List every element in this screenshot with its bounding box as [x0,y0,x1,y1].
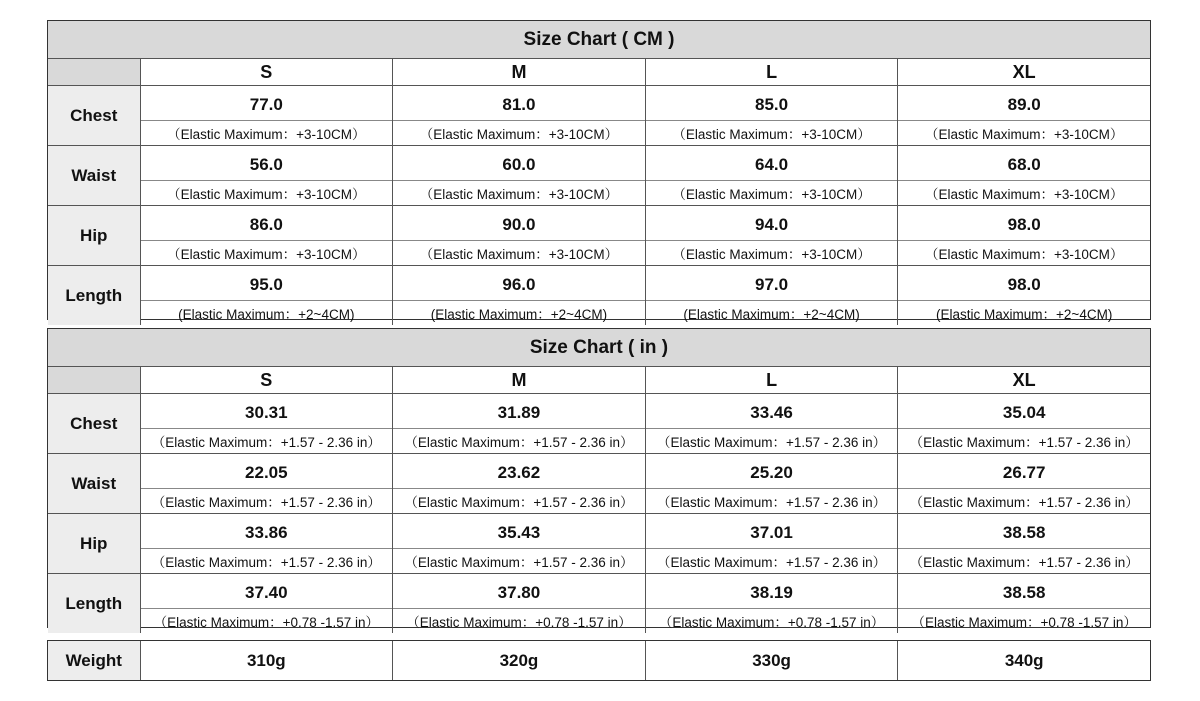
measurement-value: 23.62 [393,454,645,489]
measurement-value: 38.58 [898,514,1150,549]
measurement-value: 64.0 [646,146,898,181]
measurement-cell [646,266,899,325]
measurement-value: 22.05 [141,454,393,489]
elastic-note: (Elastic Maximum：+2~4CM) [178,307,355,322]
measurement-row-chest [48,86,1150,146]
elastic-note: （Elastic Maximum：+1.57 - 2.36 in） [909,495,1139,510]
measurement-row-length [48,266,1150,325]
elastic-note: （Elastic Maximum：+0.78 -1.57 in） [911,615,1137,630]
elastic-note: （Elastic Maximum：+1.57 - 2.36 in） [151,435,381,450]
elastic-note: （Elastic Maximum：+1.57 - 2.36 in） [656,435,887,450]
elastic-note: （Elastic Maximum：+1.57 - 2.36 in） [656,555,887,570]
measurement-value: 25.20 [646,454,898,489]
elastic-note: （Elastic Maximum：+0.78 -1.57 in） [658,615,885,630]
weight-label: Weight [48,641,141,680]
measurement-value: 56.0 [141,146,393,181]
measurement-value: 37.40 [141,574,393,609]
weight-value: 340g [1004,650,1044,670]
measurement-cell [646,146,899,205]
measurement-value: 89.0 [898,86,1150,121]
measurement-cell [646,394,899,453]
measurement-cell [393,266,646,325]
measurement-cell [898,454,1150,513]
weight-value: 310g [141,641,394,680]
measurement-value: 85.0 [646,86,898,121]
elastic-note: （Elastic Maximum：+1.57 - 2.36 in） [151,555,381,570]
weight-table [47,640,1151,681]
size-header-s: S [141,59,394,85]
elastic-note: （Elastic Maximum：+3-10CM） [167,127,366,142]
elastic-note: （Elastic Maximum：+3-10CM） [672,187,871,202]
measurement-cell [898,394,1150,453]
measurement-cell [141,514,394,573]
measurement-label: Waist [48,454,141,513]
measurement-value: 33.86 [141,514,393,549]
measurement-value: 98.0 [898,266,1150,301]
weight-value: 320g [393,641,646,680]
measurement-label: Chest [48,394,141,453]
measurement-value: 38.58 [898,574,1150,609]
measurement-label: Hip [48,514,141,573]
table-title: Size Chart ( in ) [48,329,1150,367]
measurement-value: 35.43 [393,514,645,549]
size-header-xl: XL [1012,369,1036,390]
header-corner [48,367,141,393]
measurement-cell [393,514,646,573]
measurement-cell [141,86,394,145]
measurement-cell [393,574,646,633]
measurement-label: Waist [48,146,141,205]
measurement-row-hip [48,206,1150,266]
size-chart-cm-table [47,20,1151,320]
size-header-xl: XL [1012,61,1036,82]
measurement-cell [393,86,646,145]
measurement-value: 90.0 [393,206,645,241]
measurement-cell [141,266,394,325]
measurement-cell [646,86,899,145]
elastic-note: （Elastic Maximum：+3-10CM） [167,247,366,262]
elastic-note: （Elastic Maximum：+3-10CM） [419,247,619,262]
elastic-note: （Elastic Maximum：+0.78 -1.57 in） [153,615,380,630]
measurement-cell [646,454,899,513]
elastic-note: （Elastic Maximum：+1.57 - 2.36 in） [656,495,887,510]
elastic-note: （Elastic Maximum：+3-10CM） [419,187,619,202]
measurement-cell [898,574,1150,633]
elastic-note: （Elastic Maximum：+0.78 -1.57 in） [406,615,632,630]
measurement-row-length [48,574,1150,633]
size-header-row [48,367,1150,394]
measurement-cell [646,206,899,265]
measurement-cell [898,146,1150,205]
measurement-value: 96.0 [393,266,645,301]
size-header-m: M [393,367,646,393]
measurement-row-waist [48,146,1150,206]
measurement-value: 95.0 [141,266,393,301]
measurement-value: 81.0 [393,86,645,121]
measurement-value: 86.0 [141,206,393,241]
elastic-note: （Elastic Maximum：+3-10CM） [672,127,871,142]
measurement-row-chest [48,394,1150,454]
elastic-note: （Elastic Maximum：+3-10CM） [167,187,366,202]
measurement-cell [898,86,1150,145]
measurement-value: 33.46 [646,394,898,429]
table-title: Size Chart ( CM ) [48,21,1150,59]
elastic-note: （Elastic Maximum：+1.57 - 2.36 in） [404,555,634,570]
elastic-note: （Elastic Maximum：+1.57 - 2.36 in） [151,495,381,510]
measurement-value: 68.0 [898,146,1150,181]
measurement-value: 97.0 [646,266,898,301]
elastic-note: (Elastic Maximum：+2~4CM) [683,307,860,322]
elastic-note: （Elastic Maximum：+3-10CM） [672,247,871,262]
measurement-cell [646,514,899,573]
elastic-note: （Elastic Maximum：+1.57 - 2.36 in） [404,435,634,450]
measurement-value: 38.19 [646,574,898,609]
header-corner [48,59,141,85]
measurement-cell [898,514,1150,573]
measurement-value: 60.0 [393,146,645,181]
elastic-note: (Elastic Maximum：+2~4CM) [430,307,608,322]
measurement-label: Length [48,266,141,325]
measurement-label: Chest [48,86,141,145]
measurement-row-hip [48,514,1150,574]
measurement-label: Hip [48,206,141,265]
measurement-row-waist [48,454,1150,514]
elastic-note: （Elastic Maximum：+3-10CM） [924,187,1124,202]
measurement-cell [141,394,394,453]
elastic-note: （Elastic Maximum：+3-10CM） [419,127,619,142]
elastic-note: （Elastic Maximum：+1.57 - 2.36 in） [404,495,634,510]
size-chart-in-table [47,328,1151,628]
measurement-cell [898,266,1150,325]
measurement-label: Length [48,574,141,633]
measurement-cell [141,454,394,513]
measurement-cell [393,454,646,513]
measurement-value: 37.01 [646,514,898,549]
size-header-m: M [393,59,646,85]
measurement-cell [141,206,394,265]
measurement-cell [141,574,394,633]
size-header-l: L [646,367,899,393]
size-header-l: L [646,59,899,85]
elastic-note: （Elastic Maximum：+1.57 - 2.36 in） [909,435,1139,450]
measurement-cell [393,146,646,205]
size-header-s: S [141,367,394,393]
measurement-value: 77.0 [141,86,393,121]
elastic-note: （Elastic Maximum：+1.57 - 2.36 in） [909,555,1139,570]
measurement-value: 31.89 [393,394,645,429]
measurement-cell [646,574,899,633]
elastic-note: （Elastic Maximum：+3-10CM） [924,247,1124,262]
weight-value: 330g [646,641,899,680]
measurement-cell [393,394,646,453]
measurement-cell [141,146,394,205]
measurement-value: 37.80 [393,574,645,609]
measurement-value: 94.0 [646,206,898,241]
measurement-value: 35.04 [898,394,1150,429]
measurement-value: 26.77 [898,454,1150,489]
size-header-row [48,59,1150,86]
elastic-note: （Elastic Maximum：+3-10CM） [924,127,1124,142]
measurement-value: 98.0 [898,206,1150,241]
measurement-cell [393,206,646,265]
weight-row [48,641,1150,680]
elastic-note: (Elastic Maximum：+2~4CM) [936,307,1113,322]
measurement-value: 30.31 [141,394,393,429]
measurement-cell [898,206,1150,265]
